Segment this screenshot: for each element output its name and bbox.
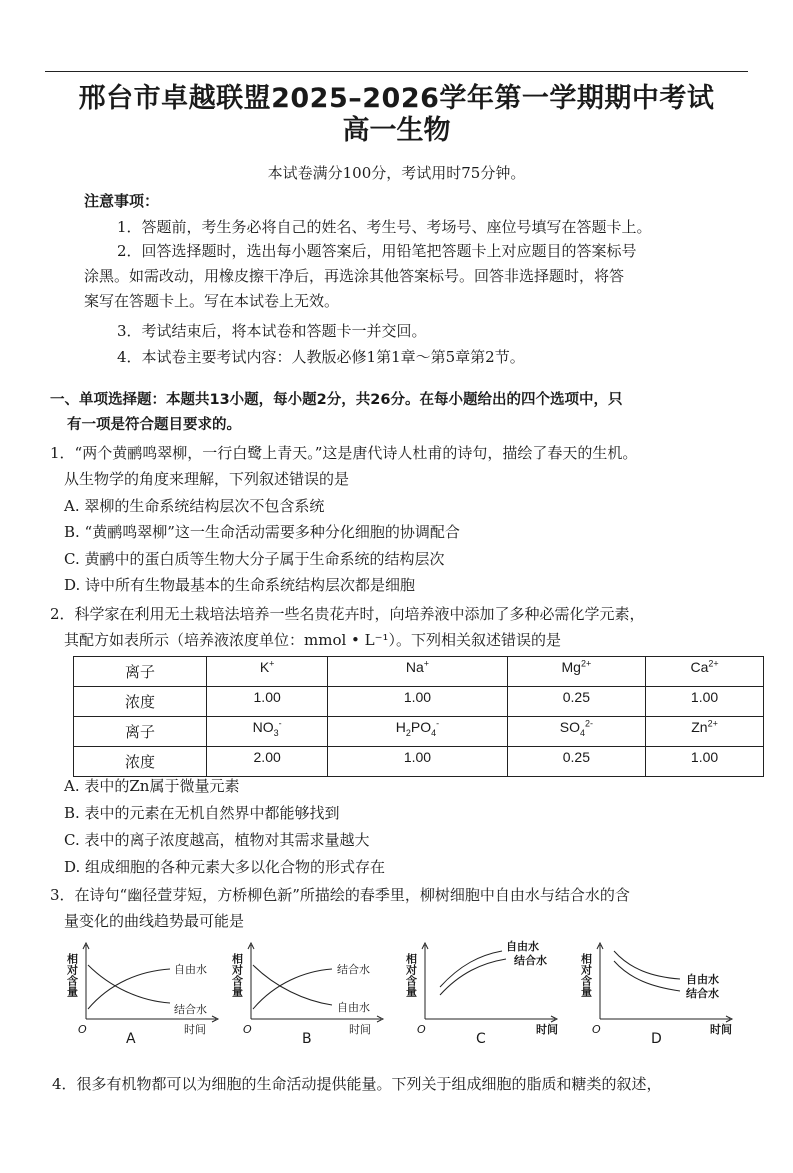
conc-cell: 1.00 xyxy=(207,687,328,717)
origin-label: O xyxy=(243,1023,252,1036)
note-1: 1．答题前，考生务必将自己的姓名、考生号、考场号、座位号填写在答题卡上。 xyxy=(117,218,652,236)
table-row xyxy=(74,687,764,717)
legend-free-water: 自由水 xyxy=(506,940,539,953)
x-axis-label: 时间 xyxy=(710,1023,732,1036)
table-label-ion: 离子 xyxy=(74,657,207,687)
note-4: 4．本试卷主要考试内容：人教版必修1第1章～第5章第2节。 xyxy=(117,348,525,366)
origin-label: O xyxy=(78,1023,87,1036)
graph-label-b: B xyxy=(302,1031,312,1047)
graph-label-d: D xyxy=(651,1031,662,1047)
graph-label-c: C xyxy=(476,1031,486,1047)
q2-option-a: A. 表中的Zn属于微量元素 xyxy=(64,777,240,795)
table-label-ion: 离子 xyxy=(74,717,207,747)
exam-title: 邢台市卓越联盟2025–2026学年第一学期期中考试 xyxy=(78,83,715,114)
q2-stem-line-2: 其配方如表所示（培养液浓度单位：mmol • L⁻¹）。下列相关叙述错误的是 xyxy=(64,631,562,649)
header-rule xyxy=(45,71,748,72)
legend-bound-water: 结合水 xyxy=(337,963,370,976)
q2-stem-line-1: 2．科学家在利用无土栽培法培养一些名贵花卉时，向培养液中添加了多种必需化学元素， xyxy=(50,605,645,623)
legend-bound-water: 结合水 xyxy=(174,1003,207,1016)
note-2-line-2: 涂黑。如需改动，用橡皮擦干净后，再选涂其他答案标号。回答非选择题时，将答 xyxy=(84,267,625,285)
origin-label: O xyxy=(417,1023,426,1036)
graph-label-a: A xyxy=(126,1031,136,1047)
ion-cell: $Zn^{2+}$ xyxy=(646,717,764,747)
q1-stem-line-1: 1．“两个黄鹂鸣翠柳，一行白鹭上青天。”这是唐代诗人杜甫的诗句，描绘了春天的生机。 xyxy=(50,444,638,462)
legend-free-water: 自由水 xyxy=(174,963,207,976)
y-axis-label: 相对含量 xyxy=(65,953,79,997)
ion-cell: $H_2PO_4^-$ xyxy=(328,717,507,747)
q2-option-d: D. 组成细胞的各种元素大多以化合物的形式存在 xyxy=(64,858,386,876)
legend-free-water: 自由水 xyxy=(337,1001,370,1014)
ion-cell: $Mg^{2+}$ xyxy=(507,657,645,687)
q2-option-c: C. 表中的离子浓度越高，植物对其需求量越大 xyxy=(64,831,370,849)
note-3: 3．考试结束后，将本试卷和答题卡一并交回。 xyxy=(117,322,427,340)
note-2-line-1: 2．回答选择题时，选出每小题答案后，用铅笔把答题卡上对应题目的答案标号 xyxy=(117,242,637,260)
exam-info: 本试卷满分100分，考试用时75分钟。 xyxy=(267,164,526,182)
table-label-conc: 浓度 xyxy=(74,747,207,777)
y-axis-label: 相对含量 xyxy=(404,953,418,997)
note-2-line-3: 案写在答题卡上。写在本试卷上无效。 xyxy=(84,292,340,310)
curve-free-water xyxy=(88,969,170,1009)
x-axis-label: 时间 xyxy=(184,1023,206,1036)
conc-cell: 0.25 xyxy=(507,687,645,717)
conc-cell: 1.00 xyxy=(646,687,764,717)
ion-cell: $SO_4^{2-}$ xyxy=(507,717,645,747)
exam-subject: 高一生物 xyxy=(342,115,451,146)
q3-stem-line-2: 量变化的曲线趋势最可能是 xyxy=(64,912,245,930)
q4-stem-line-1: 4．很多有机物都可以为细胞的生命活动提供能量。下列关于组成细胞的脂质和糖类的叙述， xyxy=(52,1075,662,1093)
legend-free-water: 自由水 xyxy=(686,973,719,986)
q1-option-b: B. “黄鹂鸣翠柳”这一生命活动需要多种分化细胞的协调配合 xyxy=(64,523,460,541)
curve-free-water xyxy=(440,951,502,987)
nutrient-table xyxy=(73,656,764,777)
legend-bound-water: 结合水 xyxy=(514,954,547,967)
section1-heading-line-2: 有一项是符合题目要求的。 xyxy=(67,417,241,433)
notes-heading: 注意事项： xyxy=(84,192,160,210)
q2-option-b: B. 表中的元素在无机自然界中都能够找到 xyxy=(64,804,340,822)
q1-stem-line-2: 从生物学的角度来理解，下列叙述错误的是 xyxy=(64,470,350,488)
curve-bound-water xyxy=(614,961,680,991)
ion-cell: $NO_3^-$ xyxy=(207,717,328,747)
table-row xyxy=(74,657,764,687)
table-row xyxy=(74,717,764,747)
q1-option-d: D. 诗中所有生物最基本的生命系统结构层次都是细胞 xyxy=(64,576,416,594)
x-axis-label: 时间 xyxy=(536,1023,558,1036)
conc-cell: 1.00 xyxy=(328,687,507,717)
conc-cell: 1.00 xyxy=(646,747,764,777)
q1-option-c: C. 黄鹂中的蛋白质等生物大分子属于生命系统的结构层次 xyxy=(64,550,445,568)
ion-cell: Na+ xyxy=(328,657,507,687)
x-axis-label: 时间 xyxy=(349,1023,371,1036)
q1-option-a: A. 翠柳的生命系统结构层次不包含系统 xyxy=(64,497,325,515)
q3-graphs xyxy=(65,935,760,1050)
origin-label: O xyxy=(592,1023,601,1036)
ion-cell: K+ xyxy=(207,657,328,687)
section1-heading-line-1: 一、单项选择题：本题共13小题，每小题2分，共26分。在每小题给出的四个选项中，只 xyxy=(50,392,623,408)
table-label-conc: 浓度 xyxy=(74,687,207,717)
q3-stem-line-1: 3．在诗句“幽径萱芽短，方桥柳色新”所描绘的春季里，柳树细胞中自由水与结合水的含 xyxy=(50,886,630,904)
curve-free-water xyxy=(614,951,680,979)
conc-cell: 2.00 xyxy=(207,747,328,777)
conc-cell: 0.25 xyxy=(507,747,645,777)
table-row xyxy=(74,747,764,777)
curve-free-water xyxy=(253,965,332,1005)
legend-bound-water: 结合水 xyxy=(686,987,719,1000)
y-axis-label: 相对含量 xyxy=(230,953,244,997)
ion-cell: $Ca^{2+}$ xyxy=(646,657,764,687)
conc-cell: 1.00 xyxy=(328,747,507,777)
y-axis-label: 相对含量 xyxy=(579,953,593,997)
